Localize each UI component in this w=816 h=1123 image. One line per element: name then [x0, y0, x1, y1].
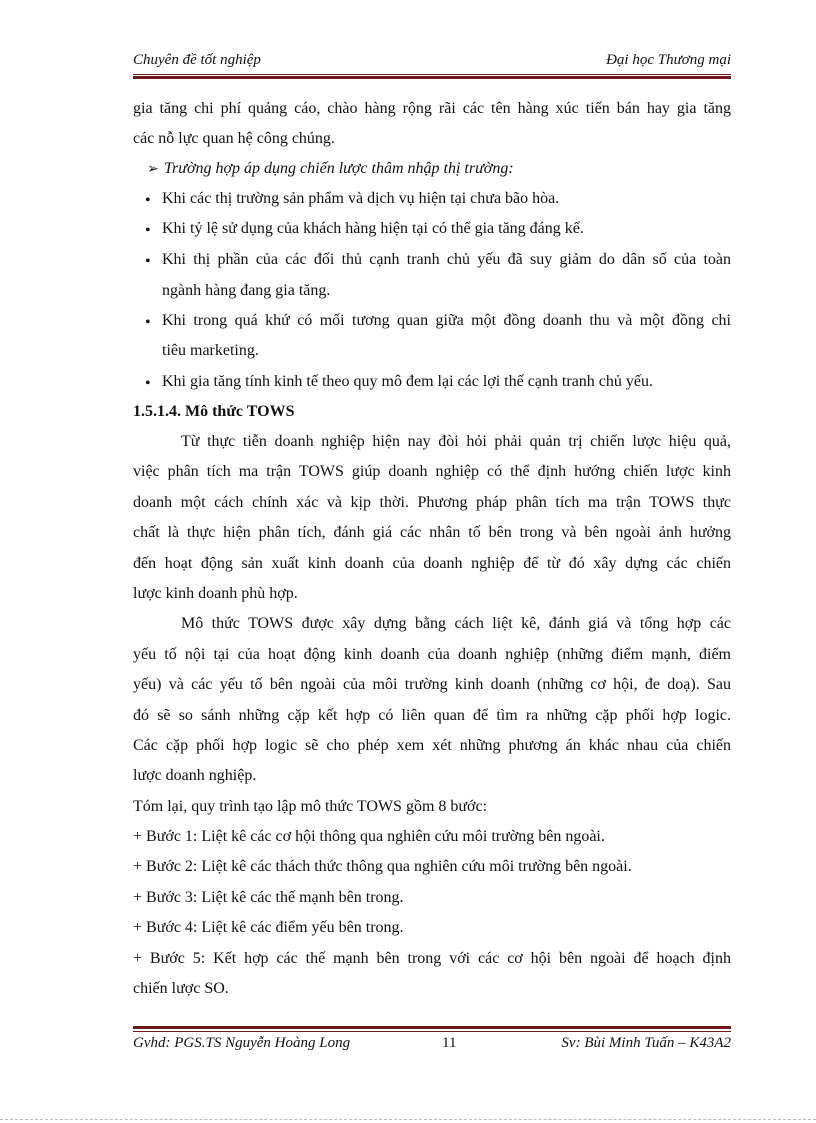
bullet-3-line-1: Khi thị phần của các đối thủ cạnh tranh chủ yếu đã suy giảm do dân số của toàn — [162, 251, 731, 268]
bullet-4-line-2: tiêu marketing. — [162, 342, 259, 359]
section-heading: 1.5.1.4. Mô thức TOWS — [133, 403, 295, 420]
page-break-divider — [0, 1119, 816, 1120]
bullet-icon: • — [145, 375, 151, 392]
bullet-icon: • — [145, 314, 151, 331]
footer-rule — [133, 1031, 731, 1032]
para1-line-1: Từ thực tiễn doanh nghiệp hiện nay đòi hỏi phải quản trị chiến lược hiệu quả, — [181, 433, 731, 450]
summary-line: Tóm lại, quy trình tạo lập mô thức TOWS gồm 8 bước: — [133, 798, 488, 815]
bullet-icon: • — [145, 192, 151, 209]
subheading: Trường hợp áp dụng chiến lược thâm nhập thị trường: — [164, 160, 514, 177]
arrow-bullet-icon: ➢ — [147, 162, 159, 177]
para1-line-6: lược kinh doanh phù hợp. — [133, 585, 298, 602]
header-left: Chuyên đề tốt nghiệp — [133, 52, 261, 68]
header-right: Đại học Thương mại — [606, 52, 731, 68]
intro-line-1: gia tăng chi phí quảng cáo, chào hàng rộng rãi các tên hàng xúc tiến bán hay gia tăng — [133, 100, 731, 117]
para2-line-5: Các cặp phối hợp logic sẽ cho phép xem xét những phương án khác nhau của chiến — [133, 737, 731, 754]
bullet-icon: • — [145, 222, 151, 239]
bullet-icon: • — [145, 253, 151, 270]
footer-right: Sv: Bùi Minh Tuấn – K43A2 — [561, 1035, 731, 1051]
para1-line-5: đến hoạt động sản xuất kinh doanh của doanh nghiệp để từ đó xây dựng các chiến — [133, 555, 731, 572]
bullet-2: Khi tỷ lệ sử dụng của khách hàng hiện tại có thể gia tăng đáng kể. — [162, 220, 584, 237]
para2-line-1: Mô thức TOWS được xây dựng bằng cách liệt kê, đánh giá và tổng hợp các — [181, 615, 731, 632]
page-number: 11 — [442, 1035, 457, 1051]
para1-line-4: chất là thực hiện phân tích, đánh giá các nhân tố bên trong và bên ngoài ảnh hưởng — [133, 524, 731, 541]
bullet-3-line-2: ngành hàng đang gia tăng. — [162, 282, 331, 299]
para1-line-2: việc phân tích ma trận TOWS giúp doanh nghiệp có thể định hướng chiến lược kinh — [133, 463, 731, 480]
para2-line-6: lược doanh nghiệp. — [133, 767, 257, 784]
para1-line-3: doanh một cách chính xác và kịp thời. Phương pháp phân tích ma trận TOWS thực — [133, 494, 731, 511]
bullet-1: Khi các thị trường sản phẩm và dịch vụ hiện tại chưa bão hòa. — [162, 190, 560, 207]
footer-rule-thick — [133, 1026, 731, 1029]
step-2: + Bước 2: Liệt kê các thách thức thông qua nghiên cứu môi trường bên ngoài. — [133, 858, 632, 875]
step-3: + Bước 3: Liệt kê các thế mạnh bên trong. — [133, 889, 404, 906]
step-5-line-1: + Bước 5: Kết hợp các thế mạnh bên trong với các cơ hội bên ngoài để hoạch định — [133, 950, 731, 967]
page-header — [133, 52, 731, 74]
step-4: + Bước 4: Liệt kê các điểm yếu bên trong. — [133, 919, 404, 936]
header-rule — [133, 74, 731, 75]
bullet-4-line-1: Khi trong quá khứ có mối tương quan giữa một đồng doanh thu và một đồng chi — [162, 312, 731, 329]
footer-left: Gvhd: PGS.TS Nguyễn Hoàng Long — [133, 1035, 351, 1051]
bullet-5: Khi gia tăng tính kinh tế theo quy mô đem lại các lợi thế cạnh tranh chủ yếu. — [162, 373, 653, 390]
para2-line-3: yếu) và các yếu tố bên ngoài của môi trường kinh doanh (những cơ hội, đe doạ). Sau — [133, 676, 731, 693]
header-rule-thick — [133, 76, 731, 79]
step-1: + Bước 1: Liệt kê các cơ hội thông qua nghiên cứu môi trường bên ngoài. — [133, 828, 605, 845]
para2-line-2: yếu tố nội tại của hoạt động kinh doanh của doanh nghiệp (những điểm mạnh, điểm — [133, 646, 731, 663]
para2-line-4: đó sẽ so sánh những cặp kết hợp có liên quan để tìm ra những cặp phối hợp logic. — [133, 707, 731, 724]
step-5-line-2: chiến lược SO. — [133, 980, 229, 997]
intro-line-2: các nỗ lực quan hệ công chúng. — [133, 130, 335, 147]
